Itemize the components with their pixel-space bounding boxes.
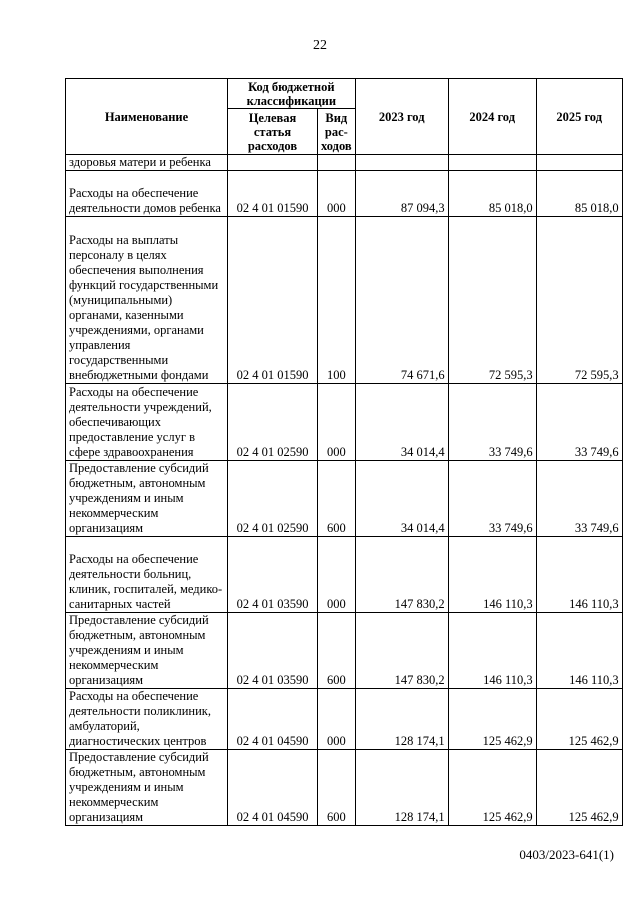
- empty-cell: [355, 155, 448, 171]
- row-code: 02 4 01 01590: [228, 217, 318, 384]
- row-2023: 34 014,4: [355, 461, 448, 537]
- header-2025: 2025 год: [536, 79, 622, 155]
- row-2025: 33 749,6: [536, 461, 622, 537]
- continuation-row: [66, 155, 623, 171]
- row-name: Предоставление субсидий бюджетным, автономным учреждениям и иным некоммерческим организациям: [66, 461, 228, 537]
- empty-cell: [318, 155, 356, 171]
- table-row: [66, 537, 623, 613]
- row-2024: 85 018,0: [448, 171, 536, 217]
- row-2023: 74 671,6: [355, 217, 448, 384]
- row-2025: 33 749,6: [536, 384, 622, 461]
- empty-cell: [228, 155, 318, 171]
- table-row: [66, 689, 623, 750]
- row-2025: 146 110,3: [536, 613, 622, 689]
- row-2025: 72 595,3: [536, 217, 622, 384]
- header-2023: 2023 год: [355, 79, 448, 155]
- row-2024: 33 749,6: [448, 384, 536, 461]
- row-2024: 33 749,6: [448, 461, 536, 537]
- row-code: 02 4 01 01590: [228, 171, 318, 217]
- header-2024: 2024 год: [448, 79, 536, 155]
- row-code: 02 4 01 03590: [228, 537, 318, 613]
- row-name: Расходы на выплаты персоналу в целях обеспечения выполнения функций государственными (муниципальными) органами, казенными учреждениями, органами управления государственными внебюджетными фондами: [66, 217, 228, 384]
- table-row: [66, 384, 623, 461]
- table-row: [66, 613, 623, 689]
- row-name: Расходы на обеспечение деятельности домов ребенка: [66, 171, 228, 217]
- row-2025: 125 462,9: [536, 689, 622, 750]
- header-code-group: Код бюджетной классификации: [228, 79, 356, 109]
- row-vid: 000: [318, 384, 356, 461]
- header-target: Целевая статья расходов: [228, 109, 318, 155]
- row-vid: 600: [318, 461, 356, 537]
- table-row: [66, 171, 623, 217]
- row-2023: 87 094,3: [355, 171, 448, 217]
- row-2024: 125 462,9: [448, 750, 536, 826]
- row-vid: 600: [318, 750, 356, 826]
- row-2024: 72 595,3: [448, 217, 536, 384]
- row-2024: 125 462,9: [448, 689, 536, 750]
- row-name: Расходы на обеспечение деятельности поликлиник, амбулаторий, диагностических центров: [66, 689, 228, 750]
- row-2025: 125 462,9: [536, 750, 622, 826]
- row-vid: 000: [318, 689, 356, 750]
- row-2023: 128 174,1: [355, 750, 448, 826]
- row-code: 02 4 01 04590: [228, 689, 318, 750]
- table-row: [66, 217, 623, 384]
- row-name: Расходы на обеспечение деятельности учреждений, обеспечивающих предоставление услуг в сфере здравоохранения: [66, 384, 228, 461]
- row-2024: 146 110,3: [448, 613, 536, 689]
- row-vid: 000: [318, 171, 356, 217]
- table-row: [66, 750, 623, 826]
- row-2025: 146 110,3: [536, 537, 622, 613]
- row-code: 02 4 01 03590: [228, 613, 318, 689]
- budget-table: [65, 78, 623, 826]
- header-name: Наименование: [66, 79, 228, 155]
- row-vid: 000: [318, 537, 356, 613]
- continuation-text: здоровья матери и ребенка: [66, 155, 228, 171]
- row-vid: 100: [318, 217, 356, 384]
- row-2024: 146 110,3: [448, 537, 536, 613]
- row-2023: 128 174,1: [355, 689, 448, 750]
- row-code: 02 4 01 02590: [228, 384, 318, 461]
- document-code: 0403/2023-641(1): [519, 847, 614, 862]
- row-code: 02 4 01 04590: [228, 750, 318, 826]
- row-code: 02 4 01 02590: [228, 461, 318, 537]
- table-header: [66, 79, 623, 155]
- empty-cell: [536, 155, 622, 171]
- row-2023: 147 830,2: [355, 613, 448, 689]
- row-name: Предоставление субсидий бюджетным, автономным учреждениям и иным некоммерческим организациям: [66, 613, 228, 689]
- header-kind: Вид рас-ходов: [318, 109, 356, 155]
- row-vid: 600: [318, 613, 356, 689]
- row-2023: 34 014,4: [355, 384, 448, 461]
- row-2025: 85 018,0: [536, 171, 622, 217]
- row-name: Расходы на обеспечение деятельности больниц, клиник, госпиталей, медико-санитарных частей: [66, 537, 228, 613]
- table-body: [66, 155, 623, 826]
- page-number: 22: [313, 38, 327, 53]
- row-name: Предоставление субсидий бюджетным, автономным учреждениям и иным некоммерческим организациям: [66, 750, 228, 826]
- table-row: [66, 461, 623, 537]
- empty-cell: [448, 155, 536, 171]
- row-2023: 147 830,2: [355, 537, 448, 613]
